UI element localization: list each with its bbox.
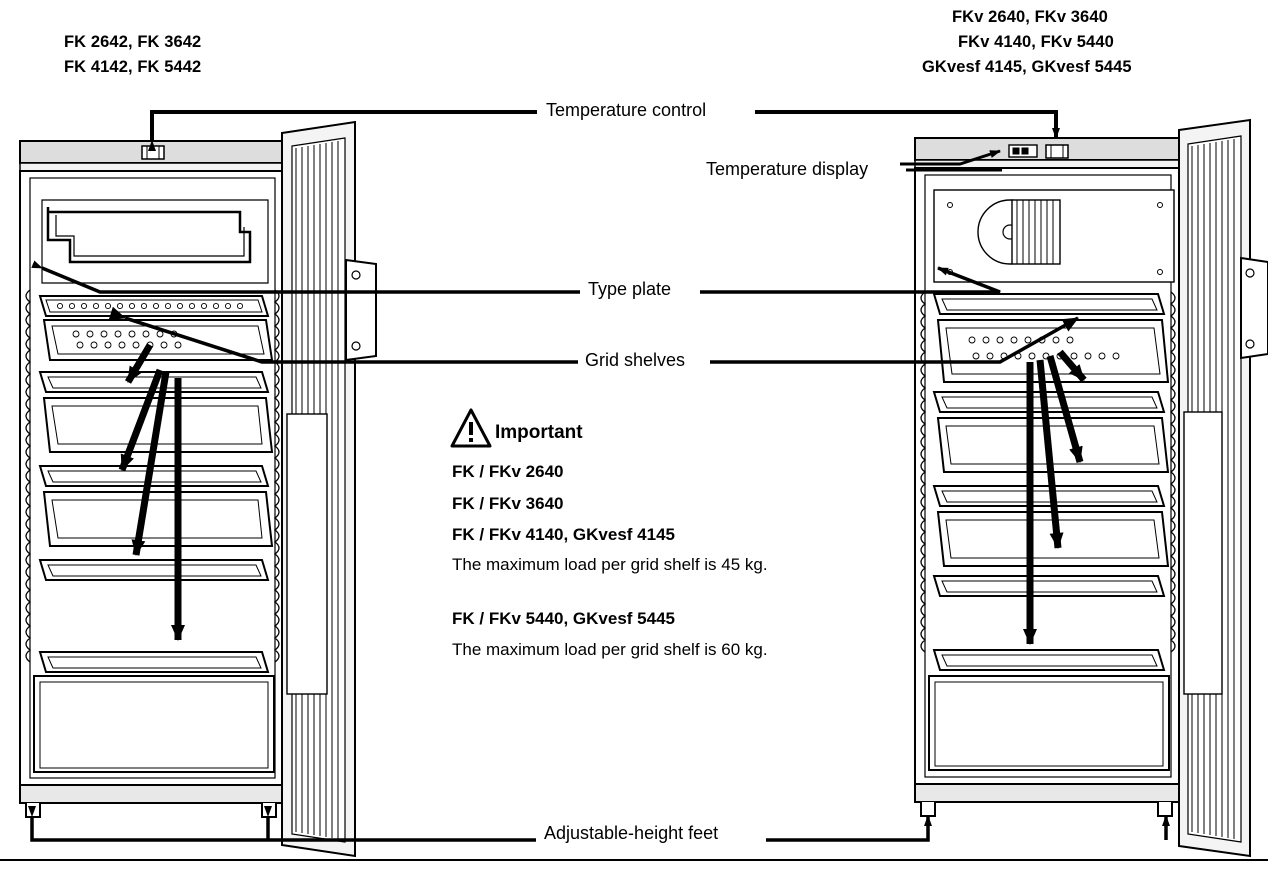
callout-adjustable-feet: Adjustable-height feet	[544, 823, 719, 843]
callout-temperature-display: Temperature display	[706, 159, 869, 179]
left-shelf-1	[40, 296, 268, 316]
right-models-line-3: GKvesf 4145, GKvesf 5445	[922, 58, 1132, 76]
callout-type-plate: Type plate	[588, 279, 672, 299]
important-note-1: The maximum load per grid shelf is 45 kg.	[452, 555, 768, 574]
important-model-2: FK / FKv 3640	[452, 494, 564, 513]
left-appliance	[20, 122, 376, 856]
important-model-1: FK / FKv 2640	[452, 462, 564, 481]
right-shelf-1	[934, 294, 1164, 314]
left-models-line-2: FK 4142, FK 5442	[64, 58, 202, 76]
right-door	[1179, 120, 1268, 856]
right-models-line-2: FKv 4140, FKv 5440	[958, 33, 1114, 51]
important-note-2: The maximum load per grid shelf is 60 kg.	[452, 640, 768, 659]
callout-temperature-control: Temperature control	[546, 100, 707, 120]
left-models-line-1: FK 2642, FK 3642	[64, 33, 202, 51]
right-appliance	[915, 120, 1268, 856]
right-shelf-5	[934, 576, 1164, 596]
important-model-3: FK / FKv 4140, GKvesf 4145	[452, 525, 676, 544]
important-model-4: FK / FKv 5440, GKvesf 5445	[452, 609, 676, 628]
left-shelf-4	[40, 466, 268, 486]
left-shelf-5	[40, 560, 268, 580]
left-basket-2	[44, 492, 272, 546]
callout-grid-shelves: Grid shelves	[585, 350, 686, 370]
important-heading: Important	[495, 422, 583, 443]
right-models-line-1: FKv 2640, FKv 3640	[952, 8, 1108, 26]
warning-triangle-icon	[452, 410, 490, 446]
temperature-control-unit	[1046, 145, 1068, 158]
right-shelf-6	[934, 650, 1164, 670]
right-shelf-3	[934, 392, 1164, 412]
left-shelf-6	[40, 652, 268, 672]
left-door	[282, 122, 376, 856]
